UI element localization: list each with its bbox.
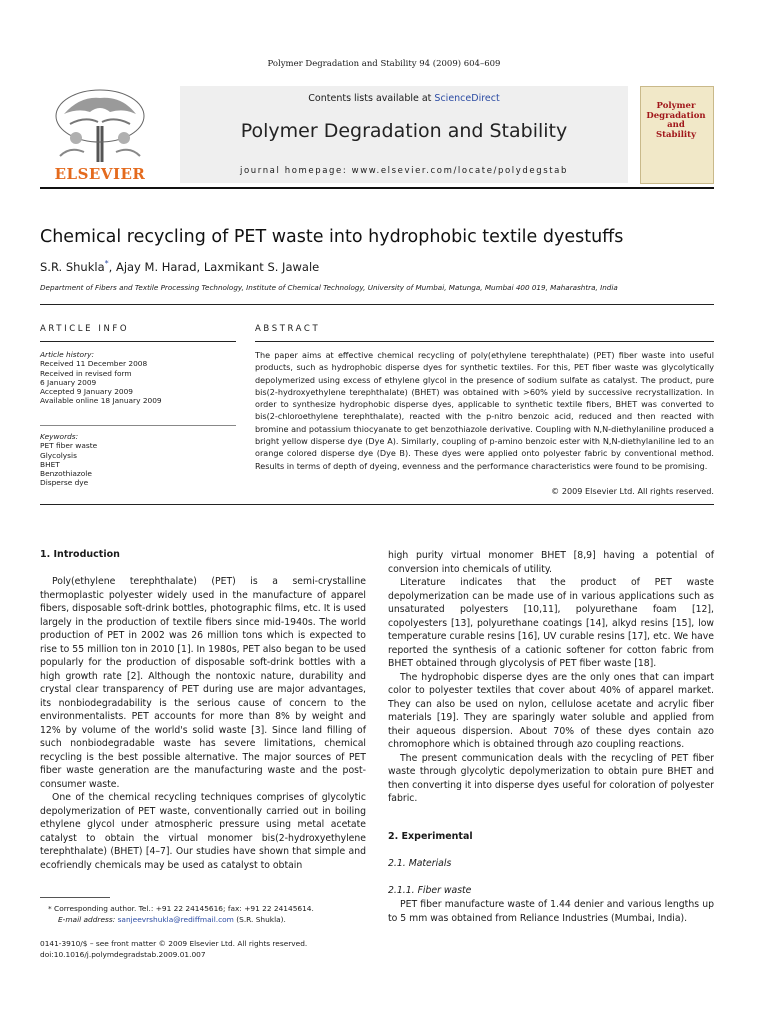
running-head: Polymer Degradation and Stability 94 (2009) 604–609 <box>267 59 501 69</box>
doi-line[interactable]: doi:10.1016/j.polymdegradstab.2009.01.007 <box>40 950 206 959</box>
keyword: Disperse dye <box>40 478 89 488</box>
abstract-text: The paper aims at effective chemical recycling of poly(ethylene terephthalate) (PET) fiber waste into useful products, such as hydrophobic disperse dyes for synthetic textiles. For this, PET fiber waste was glycolytically depolymerized using excess of ethylene glycol in the presence of sodium sulfate as catalyst. The product, pure bis(2-hydroxyethylene terephthalate) (BHET) was obtained with >60% yield by successive recrystallization. In order to synthesize hydrophobic disperse dyes, applicable to synthetic textile fibers, BHET was converted to bis(2-chloroethylene terephthalate), reacted with the p-nitro benzoic acid, reduced and then reacted with bromine and potassium thiocyanate to get benzothiazole derivative. Coupling with N,N-diethylaniline produced a bright yellow disperse dye (Dye A). Similarly, coupling of p-amino benzoic ester with N,N-diethylaniline led to an orange colored disperse dye (Dye B). These dyes were applied onto polyester fabric by conventional method. Results in terms of depth of dyeing, evenness and the performance characteristics were found to be promising. <box>255 350 714 471</box>
cover-title <box>640 102 712 140</box>
keyword: PET fiber waste <box>40 441 98 451</box>
history-label: Article history: <box>40 350 94 359</box>
cover-title-line: and <box>667 120 685 130</box>
cover-title-line: Degradation <box>646 110 706 121</box>
abstract-bottom-rule <box>40 504 714 505</box>
tree-icon <box>40 86 160 164</box>
history-item: Available online 18 January 2009 <box>40 396 162 406</box>
keyword: BHET <box>40 459 60 469</box>
issn-line: 0141-3910/$ – see front matter © 2009 Elsevier Ltd. All rights reserved. <box>40 939 308 948</box>
author-rest: , Ajay M. Harad, Laxmikant S. Jawale <box>108 259 320 274</box>
journal-homepage[interactable]: journal homepage: www.elsevier.com/locate/polydegstab <box>240 166 568 176</box>
affiliation: Department of Fibers and Textile Processing Technology, Institute of Chemical Technology, University of Mumbai, Matunga, Mumbai 400 019, Maharashtra, India <box>40 283 618 292</box>
publisher-logo-text: ELSEVIER <box>54 165 146 183</box>
subsection-heading-materials: 2.1. Materials <box>388 858 452 869</box>
paragraph: One of the chemical recycling techniques comprises of glycolytic depolymerization of PET waste, conventionally carried out in boiling ethylene glycol under atmospheric pressure using metal acetate catalyst to obtain the virtual monomer bis(2-hydroxyethylene terephthalate) (BHET) [4–7]. Our studies have shown that simple and ecofriendly chemicals may be used as catalyst to obtain <box>40 792 366 871</box>
article-info-heading: ARTICLE INFO <box>40 324 130 334</box>
footnote-rule <box>40 897 110 898</box>
cover-title-line: Polymer <box>656 101 696 111</box>
abstract-copyright: © 2009 Elsevier Ltd. All rights reserved. <box>551 486 714 496</box>
abstract-heading: ABSTRACT <box>255 324 321 334</box>
right-column-text <box>388 549 714 806</box>
paragraph: Literature indicates that the product of PET waste depolymerization can be made use of in various applications such as unsaturated polyesters [10,11], polyurethane foam [12], copolyesters [13], polyurethane coatings [14], alkyd resins [15], low temperature curable resins [16], UV curable resins [17], etc. We have reported the synthesis of a cationic softener for cotton fabric from BHET obtained through glycolysis of PET fiber waste [18]. <box>388 577 714 669</box>
history-item: 6 January 2009 <box>40 377 97 387</box>
history-item: Accepted 9 January 2009 <box>40 387 134 397</box>
history-item: Received in revised form <box>40 368 132 378</box>
keywords-label: Keywords: <box>40 432 79 441</box>
left-column-text <box>40 575 366 872</box>
paragraph: PET fiber manufacture waste of 1.44 denier and various lengths up to 5 mm was obtained from Reliance Industries (Mumbai, India). <box>388 899 714 924</box>
email-label: E-mail address: <box>58 915 118 924</box>
footnote <box>40 903 366 925</box>
abstract-rule <box>255 341 714 342</box>
footnote-corresponding: * Corresponding author. Tel.: +91 22 24145616; fax: +91 22 24145614. <box>48 904 314 913</box>
author-first: S.R. Shukla <box>40 259 105 274</box>
paragraph: Poly(ethylene terephthalate) (PET) is a semi-crystalline thermoplastic polyester widely used in the manufacture of apparel fibers, disposable soft-drink bottles, photographic films, etc. It is used largely in the production of textile fibers since mid-1940s. The world production of PET in 2002 was 26 million tons which is expected to rise to 55 million ton in 2010 [1]. In 1980s, PET also began to be used popularly for the production of disposable soft-drink bottles with a high growth rate [2]. Although the nontoxic nature, durability and crystal clear transparency of PET during use are major advantages, its nonbiodegradability is the serious cause of concern to the environmentalists. PET accounts for more than 8% by weight and 12% by volume of the world's solid waste [3]. Since land filling of such nonbiodegradable waste has severe limitations, chemical recycling is the best possible alternative. The major sources of PET fiber waste generation are the manufacturing waste and the post-consumer waste. <box>40 576 366 790</box>
keywords <box>40 432 236 488</box>
article-title: Chemical recycling of PET waste into hydrophobic textile dyestuffs <box>40 227 624 247</box>
journal-title: Polymer Degradation and Stability <box>240 120 568 142</box>
title-rule <box>40 304 714 305</box>
history-item: Received 11 December 2008 <box>40 359 148 369</box>
email-link[interactable]: sanjeevrshukla@rediffmail.com <box>117 915 234 924</box>
cover-title-line: Stability <box>655 129 697 140</box>
keywords-rule <box>40 425 236 426</box>
section-heading-experimental: 2. Experimental <box>388 831 473 842</box>
author-list <box>40 259 319 274</box>
contents-prefix: Contents lists available at <box>308 93 435 104</box>
section-heading-introduction: 1. Introduction <box>40 549 120 560</box>
subsubsection-heading-fiber-waste: 2.1.1. Fiber waste <box>388 885 472 896</box>
contents-line <box>180 93 628 104</box>
article-history <box>40 350 236 406</box>
paragraph: The present communication deals with the recycling of PET fiber waste through glycolytic depolymerization to obtain pure BHET and then converting it into disperse dyes useful for coloration of polyester fabric. <box>388 752 714 804</box>
fiber-waste-text <box>388 898 714 925</box>
header-rule <box>40 187 714 189</box>
article-info-rule <box>40 341 236 342</box>
corresponding-author-mark[interactable]: * <box>104 259 109 268</box>
keyword: Benzothiazole <box>40 469 92 479</box>
footnote-email-line <box>40 914 366 925</box>
sciencedirect-link[interactable]: ScienceDirect <box>434 93 500 104</box>
paragraph: The hydrophobic disperse dyes are the only ones that can impart color to polyester textiles that cover about 40% of apparel market. They can also be used on nylon, cellulose acetate and acrylic fiber materials [19]. They are sparingly water soluble and applied from their aqueous dispersion. About 70% of these dyes contain azo chromophore which is obtained through azo coupling reactions. <box>388 671 714 750</box>
paragraph: high purity virtual monomer BHET [8,9] having a potential of conversion into chemicals of utility. <box>388 550 714 575</box>
keyword: Glycolysis <box>40 450 77 460</box>
page-footer <box>40 938 366 960</box>
email-suffix: (S.R. Shukla). <box>233 915 286 924</box>
